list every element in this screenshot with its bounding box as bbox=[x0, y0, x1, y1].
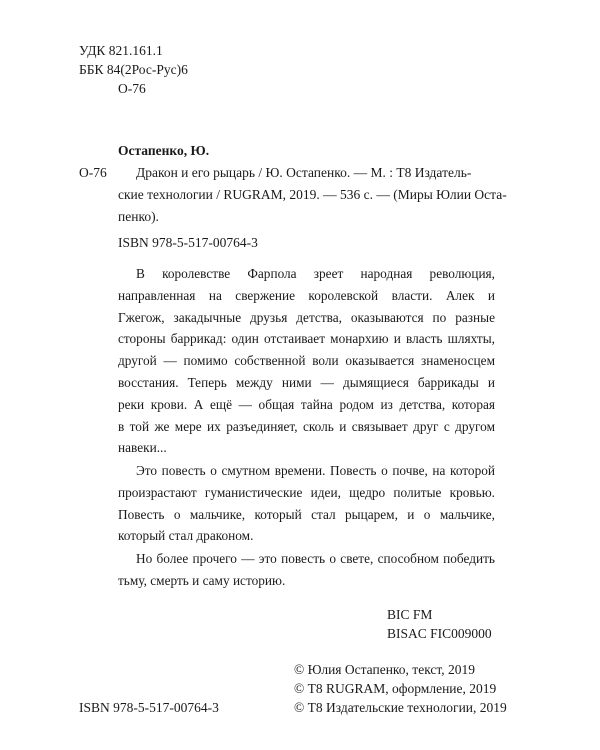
annotation-line: Гжегож, закадычные друзья детства, оказываются по разные bbox=[118, 309, 495, 325]
author-heading: Остапенко, Ю. bbox=[118, 143, 210, 158]
margin-author-mark: О-76 bbox=[79, 165, 107, 180]
bibliographic-line: ские технологии / RUGRAM, 2019. — 536 с. — (Миры Юлии Оста- bbox=[118, 187, 507, 202]
annotation-line: Но более прочего — это повесть о свете, способном победить bbox=[136, 551, 495, 566]
copyright-line: © Т8 RUGRAM, оформление, 2019 bbox=[294, 681, 497, 696]
annotation-line: в той же мере их разъединяет, сколь и связывает друг с другом bbox=[118, 418, 495, 434]
isbn-record: ISBN 978-5-517-00764-3 bbox=[118, 235, 258, 250]
annotation-paragraph-1 bbox=[118, 263, 495, 459]
author-mark: О-76 bbox=[118, 81, 146, 96]
annotation-line: Это повесть о смутном времени. Повесть о почве, на которой bbox=[136, 463, 495, 478]
annotation-line: Повесть о мальчике, который стал рыцарем, и о мальчике, bbox=[118, 506, 495, 522]
udk-code: УДК 821.161.1 bbox=[79, 43, 163, 58]
bibliographic-line: Дракон и его рыцарь / Ю. Остапенко. — М. : Т8 Издатель- bbox=[136, 165, 472, 180]
footer-isbn: ISBN 978-5-517-00764-3 bbox=[79, 700, 219, 715]
annotation-paragraph-3 bbox=[118, 548, 495, 592]
bibliographic-description bbox=[118, 162, 507, 228]
annotation-line: стороны баррикад: один отстаивает монархию и власть шляхты, bbox=[118, 331, 495, 347]
annotation-line: навеки... bbox=[118, 440, 167, 456]
annotation-line: тьму, смерть и саму историю. bbox=[118, 572, 286, 588]
copyright-line: © Юлия Остапенко, текст, 2019 bbox=[294, 662, 476, 677]
copyright-line: © Т8 Издательские технологии, 2019 bbox=[294, 700, 507, 715]
annotation-line: восстания. Теперь между ними — дымящиеся баррикады и bbox=[118, 374, 495, 390]
annotation-line: другой — помимо собственной воли оказывается знаменосцем bbox=[118, 353, 495, 369]
annotation-line: В королевстве Фарпола зреет народная революция, bbox=[136, 266, 495, 281]
annotation-line: произрастают гуманистические идеи, щедро политые кровью. bbox=[118, 484, 495, 500]
annotation-paragraph-2 bbox=[118, 460, 495, 547]
annotation-line: направленная на свержение королевской власти. Алек и bbox=[118, 287, 495, 303]
bbk-code: ББК 84(2Рос-Рус)6 bbox=[79, 62, 188, 77]
bisac-code: BISAC FIC009000 bbox=[387, 626, 492, 641]
annotation-line: который стал драконом. bbox=[118, 528, 254, 544]
annotation-line: реки крови. А ещё — общая тайна родом из детства, которая bbox=[118, 396, 495, 412]
bic-code: BIC FM bbox=[387, 607, 433, 622]
bibliographic-line: пенко). bbox=[118, 209, 159, 224]
